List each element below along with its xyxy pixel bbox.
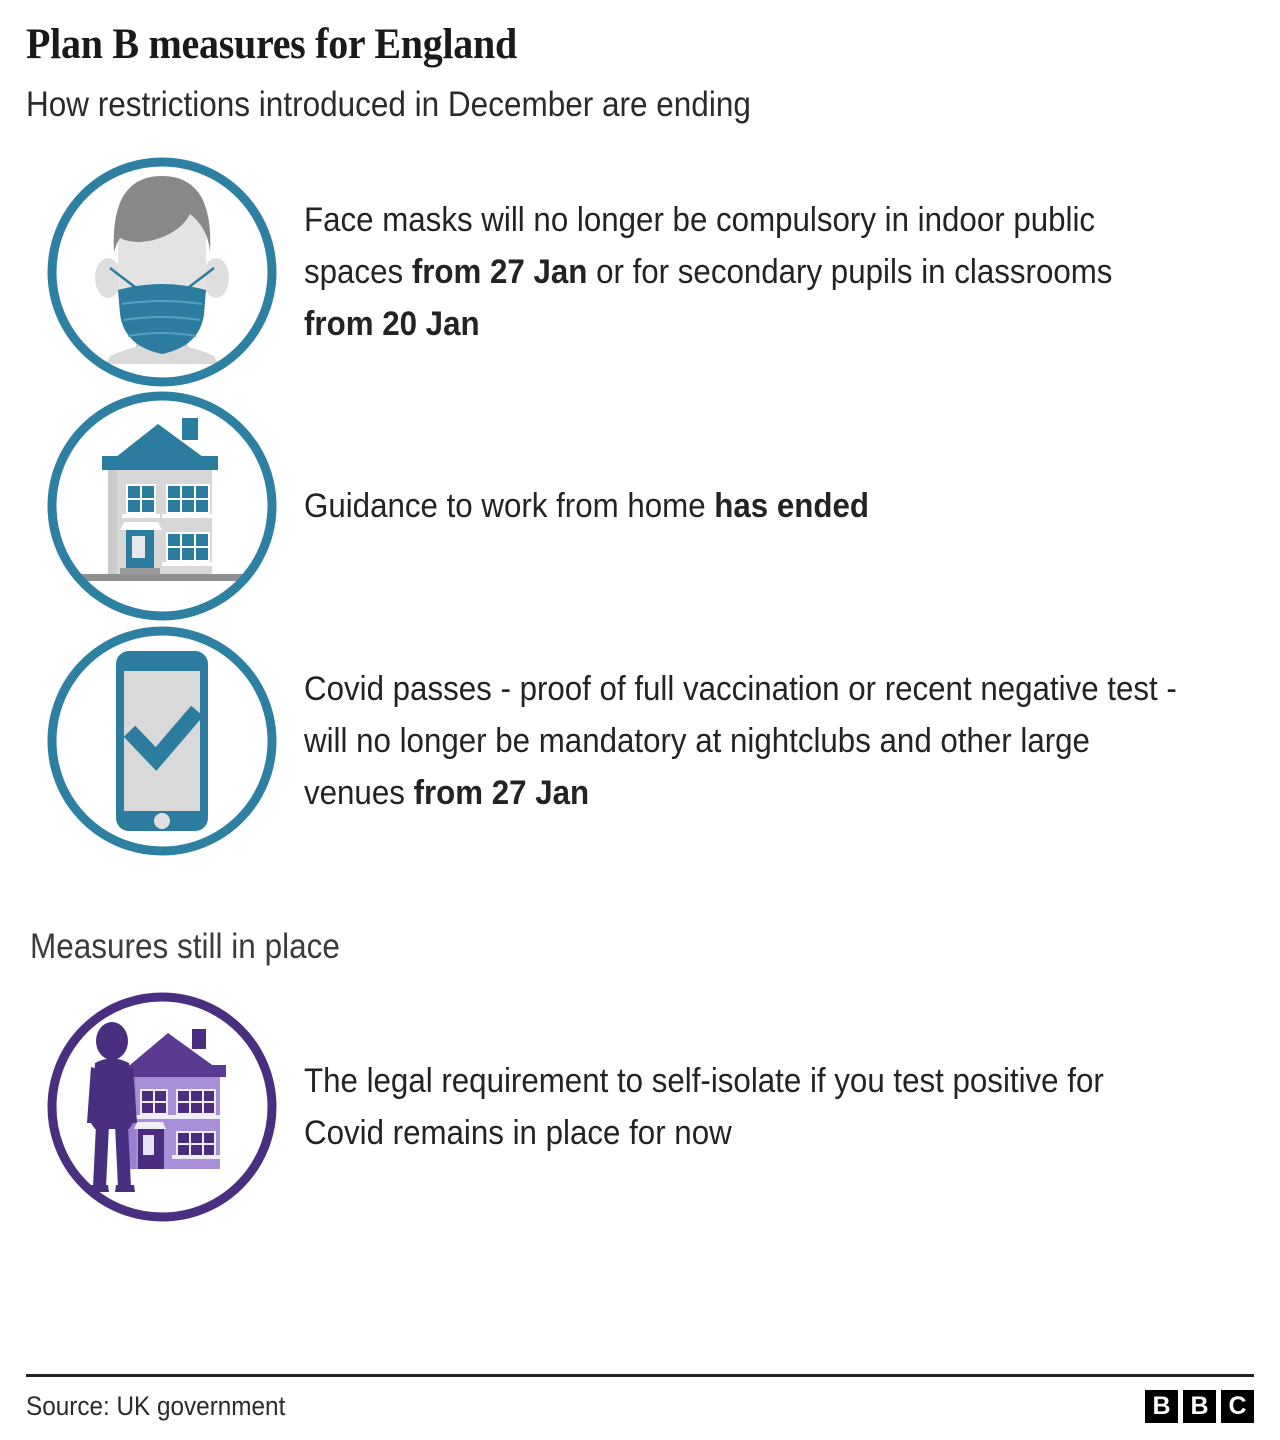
footer-divider: [26, 1374, 1254, 1377]
house-icon: [40, 390, 284, 622]
measure-row: [26, 390, 1254, 622]
person-house-isolate-icon: [40, 991, 284, 1223]
source-label: Source: UK government: [26, 1390, 286, 1421]
header: [26, 0, 1254, 126]
face-mask-icon: [40, 156, 284, 388]
remaining-measures-list: [26, 988, 1254, 1226]
measure-row: [26, 154, 1254, 390]
bbc-logo-block: C: [1221, 1390, 1254, 1423]
measure-text: The legal requirement to self-isolate if you test positive for Covid remains in place for now: [304, 1062, 1104, 1152]
section-heading: Measures still in place: [30, 927, 340, 966]
text-cell: [298, 1055, 1254, 1159]
measure-text: Face masks will no longer be compulsory in indoor public spaces from 27 Jan or for secondary pupils in classrooms from 20 Jan: [304, 201, 1113, 343]
measure-text: Covid passes - proof of full vaccination or recent negative test - will no longer be mandatory at nightclubs and other large venues from 27 Jan: [304, 670, 1177, 812]
page-title: Plan B measures for England: [26, 21, 517, 68]
text-cell: [298, 480, 1254, 532]
ending-measures-list: [26, 154, 1254, 860]
page-subtitle: How restrictions introduced in December are ending: [26, 85, 751, 124]
bbc-logo: [1145, 1390, 1254, 1423]
phone-checkmark-icon: [40, 625, 284, 857]
measure-row: [26, 622, 1254, 860]
text-cell: [298, 194, 1254, 350]
icon-cell: [26, 390, 298, 622]
measure-text: Guidance to work from home has ended: [304, 487, 870, 525]
icon-cell: [26, 625, 298, 857]
footer: [26, 1384, 1254, 1428]
bbc-logo-block: B: [1183, 1390, 1216, 1423]
text-cell: [298, 663, 1254, 819]
measure-row: [26, 988, 1254, 1226]
icon-cell: [26, 991, 298, 1223]
icon-cell: [26, 156, 298, 388]
bbc-logo-block: B: [1145, 1390, 1178, 1423]
